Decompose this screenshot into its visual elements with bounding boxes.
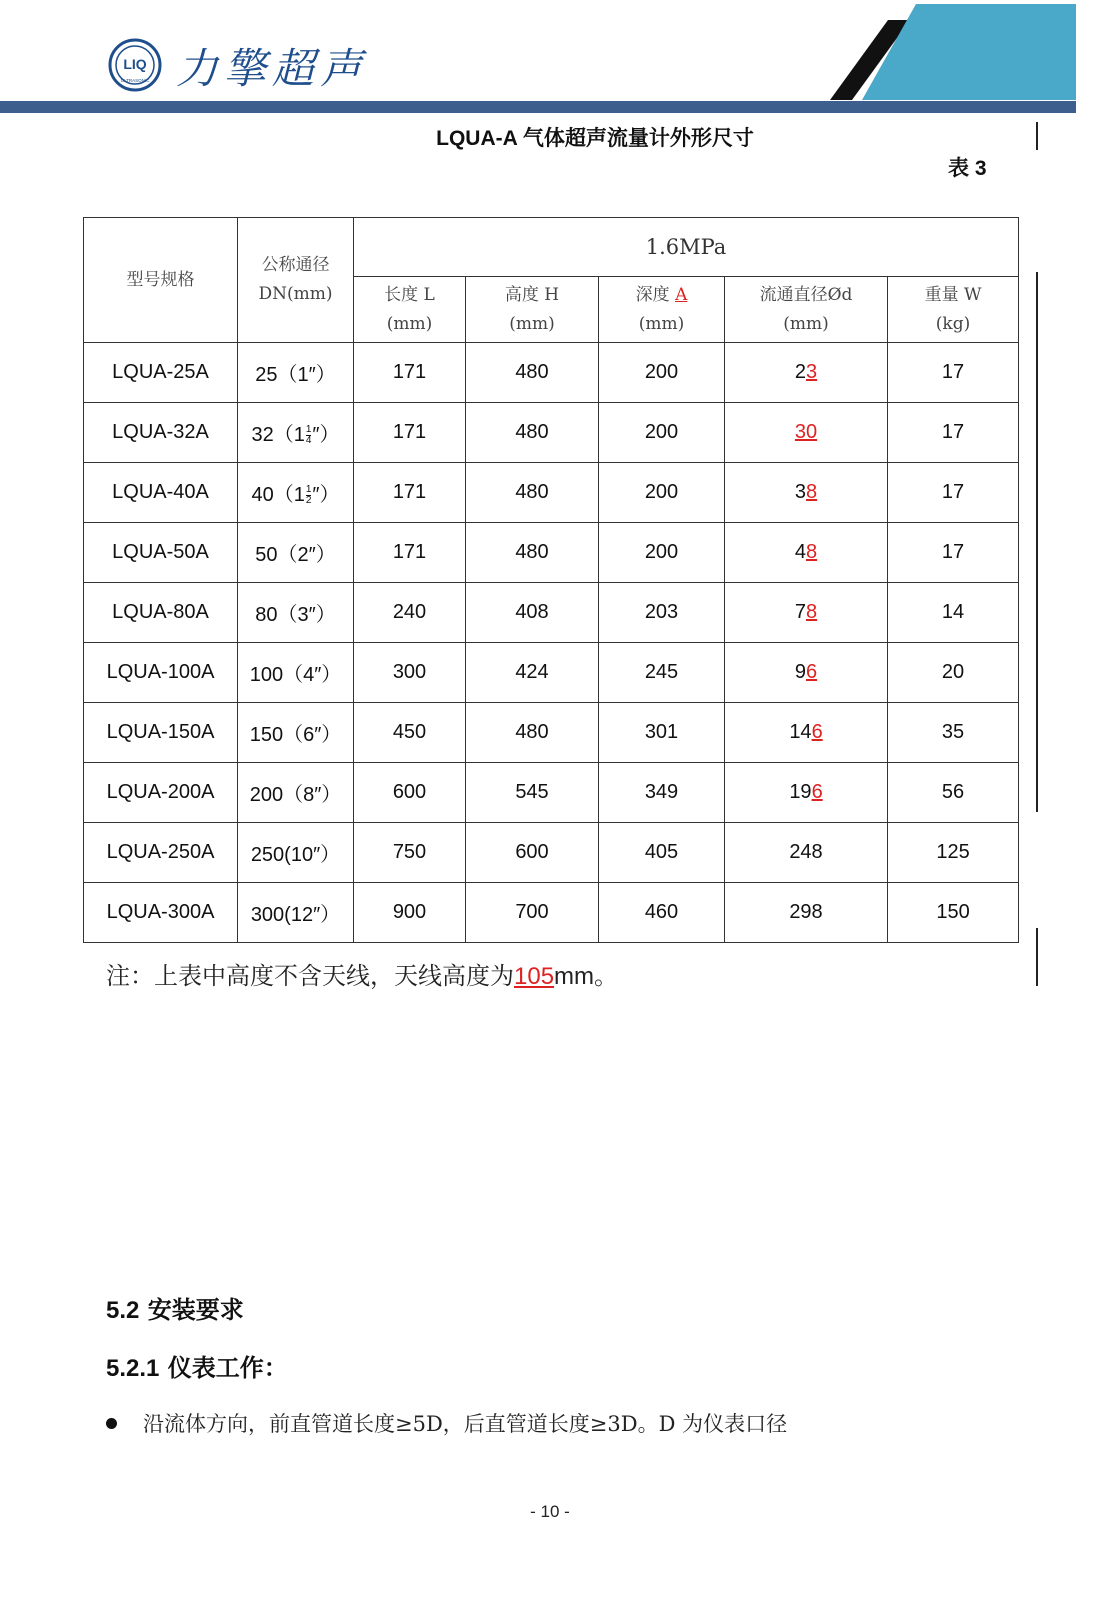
header-accent-block xyxy=(862,4,1076,100)
fraction: $\frac{1}{2}$ xyxy=(305,484,312,507)
margin-mark xyxy=(1036,272,1038,812)
page-header xyxy=(0,0,1100,116)
header-bar xyxy=(0,101,1076,113)
cell-model: LQUA-300A xyxy=(84,883,238,943)
dimension-table xyxy=(83,217,1019,943)
cell-length: 750 xyxy=(354,823,466,883)
list-item xyxy=(106,1408,787,1438)
cell-length: 600 xyxy=(354,763,466,823)
header-model: 型号规格 xyxy=(84,218,238,343)
cell-depth: 301 xyxy=(599,703,725,763)
header-weight: 重量 W (kg) xyxy=(888,277,1019,343)
list-item-text: 沿流体方向，前直管道长度≥5D，后直管道长度≥3D。D 为仪表口径 xyxy=(143,1412,788,1436)
cell-length: 171 xyxy=(354,523,466,583)
cell-depth: 349 xyxy=(599,763,725,823)
cell-weight: 35 xyxy=(888,703,1019,763)
company-logo xyxy=(108,38,162,92)
cell-diameter: 96 xyxy=(725,643,888,703)
cell-diameter: 78 xyxy=(725,583,888,643)
header-length: 长度 L (mm) xyxy=(354,277,466,343)
table-row xyxy=(84,883,1019,943)
cell-depth: 405 xyxy=(599,823,725,883)
cell-diameter: 196 xyxy=(725,763,888,823)
cell-height: 700 xyxy=(466,883,599,943)
cell-length: 171 xyxy=(354,403,466,463)
cell-dn: 50（2″） xyxy=(238,523,354,583)
cell-height: 480 xyxy=(466,403,599,463)
cell-depth: 245 xyxy=(599,643,725,703)
bullet-icon xyxy=(106,1418,117,1429)
header-decoration xyxy=(0,0,1100,116)
document-title: LQUA-A 气体超声流量计外形尺寸 xyxy=(436,127,754,150)
header-depth: 深度 A (mm) xyxy=(599,277,725,343)
cell-height: 408 xyxy=(466,583,599,643)
note-antenna-height: 105 xyxy=(514,963,555,990)
header-depth-symbol: A xyxy=(675,284,688,305)
table-row xyxy=(84,463,1019,523)
note-unit: mm xyxy=(554,963,595,990)
table-row xyxy=(84,403,1019,463)
cell-depth: 200 xyxy=(599,403,725,463)
cell-dn: 100（4″） xyxy=(238,643,354,703)
cell-height: 545 xyxy=(466,763,599,823)
cell-depth: 200 xyxy=(599,523,725,583)
brand-name: 力擎超声 xyxy=(176,44,369,93)
cell-dn: 25（1″） xyxy=(238,343,354,403)
cell-model: LQUA-50A xyxy=(84,523,238,583)
table-row xyxy=(84,823,1019,883)
header-dn-label: 公称通径 xyxy=(261,255,330,275)
cell-length: 300 xyxy=(354,643,466,703)
cell-dn: 200（8″） xyxy=(238,763,354,823)
cell-height: 480 xyxy=(466,343,599,403)
table-row xyxy=(84,523,1019,583)
table-row xyxy=(84,643,1019,703)
cell-length: 450 xyxy=(354,703,466,763)
cell-height: 424 xyxy=(466,643,599,703)
table-row xyxy=(84,703,1019,763)
cell-height: 480 xyxy=(466,463,599,523)
note-text: 注：上表中高度不含天线，天线高度为 xyxy=(106,962,514,990)
table-row xyxy=(84,343,1019,403)
cell-weight: 17 xyxy=(888,403,1019,463)
cell-length: 171 xyxy=(354,463,466,523)
header-height: 高度 H (mm) xyxy=(466,277,599,343)
cell-length: 900 xyxy=(354,883,466,943)
table-row xyxy=(84,763,1019,823)
cell-diameter: 248 xyxy=(725,823,888,883)
fraction: $\frac{1}{4}$ xyxy=(305,424,312,447)
cell-model: LQUA-250A xyxy=(84,823,238,883)
cell-depth: 460 xyxy=(599,883,725,943)
cell-weight: 14 xyxy=(888,583,1019,643)
cell-length: 171 xyxy=(354,343,466,403)
cell-weight: 56 xyxy=(888,763,1019,823)
header-pressure: 1.6MPa xyxy=(354,218,1019,277)
svg-text:ULTRASONIC: ULTRASONIC xyxy=(120,78,150,83)
cell-weight: 125 xyxy=(888,823,1019,883)
table-note: 注：上表中高度不含天线，天线高度为105mm。 xyxy=(106,962,619,990)
cell-weight: 17 xyxy=(888,523,1019,583)
cell-dn: 40（1 $\frac{1}{2}$ ″） xyxy=(238,463,354,523)
cell-weight: 17 xyxy=(888,463,1019,523)
table-row xyxy=(84,583,1019,643)
cell-model: LQUA-25A xyxy=(84,343,238,403)
cell-model: LQUA-80A xyxy=(84,583,238,643)
cell-height: 480 xyxy=(466,523,599,583)
header-dn-unit: DN(mm) xyxy=(258,284,333,304)
cell-diameter: 38 xyxy=(725,463,888,523)
cell-diameter: 30 xyxy=(725,403,888,463)
cell-dn: 80（3″） xyxy=(238,583,354,643)
page-number: - 10 - xyxy=(530,1502,570,1521)
cell-dn: 250(10″） xyxy=(238,823,354,883)
cell-diameter: 146 xyxy=(725,703,888,763)
cell-weight: 150 xyxy=(888,883,1019,943)
cell-weight: 17 xyxy=(888,343,1019,403)
section-heading-5-2-1: 5.2.1 仪表工作： xyxy=(106,1353,288,1382)
cell-depth: 203 xyxy=(599,583,725,643)
cell-diameter: 298 xyxy=(725,883,888,943)
cell-model: LQUA-200A xyxy=(84,763,238,823)
margin-mark xyxy=(1036,122,1038,150)
cell-dn: 32（1 $\frac{1}{4}$ ″） xyxy=(238,403,354,463)
section-heading-5-2: 5.2 安装要求 xyxy=(106,1295,244,1324)
cell-diameter: 23 xyxy=(725,343,888,403)
cell-depth: 200 xyxy=(599,343,725,403)
header-diameter: 流通直径Ød (mm) xyxy=(725,277,888,343)
cell-depth: 200 xyxy=(599,463,725,523)
cell-model: LQUA-32A xyxy=(84,403,238,463)
cell-model: LQUA-150A xyxy=(84,703,238,763)
cell-model: LQUA-100A xyxy=(84,643,238,703)
cell-height: 480 xyxy=(466,703,599,763)
cell-dn: 150（6″） xyxy=(238,703,354,763)
cell-diameter: 48 xyxy=(725,523,888,583)
cell-length: 240 xyxy=(354,583,466,643)
margin-mark xyxy=(1036,928,1038,986)
cell-height: 600 xyxy=(466,823,599,883)
svg-text:LIQ: LIQ xyxy=(123,56,147,72)
header-dn xyxy=(238,218,354,343)
cell-weight: 20 xyxy=(888,643,1019,703)
cell-model: LQUA-40A xyxy=(84,463,238,523)
table-label: 表 3 xyxy=(948,157,987,180)
cell-dn: 300(12″） xyxy=(238,883,354,943)
